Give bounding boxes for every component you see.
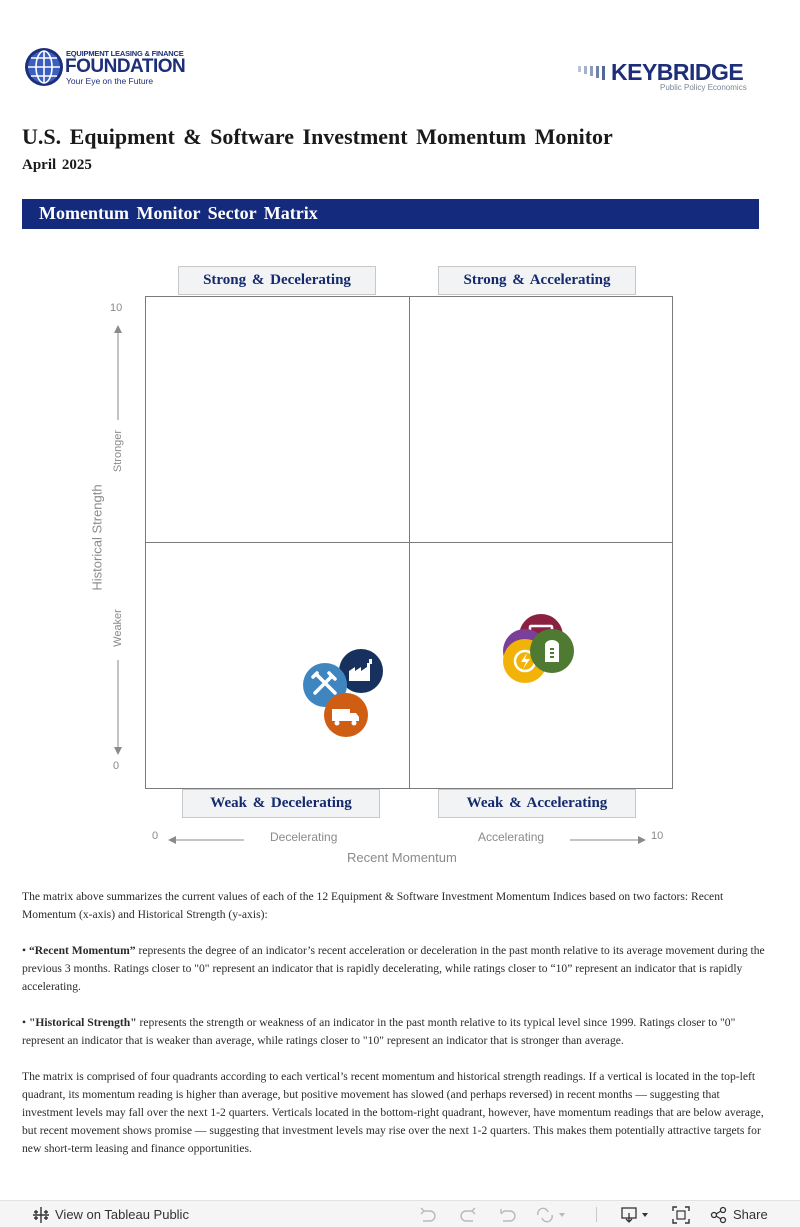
page-date: April 2025 <box>22 157 92 173</box>
share-button[interactable] <box>710 1201 768 1227</box>
quadrant-label-strong-decelerating: Strong & Decelerating <box>178 266 376 295</box>
x-axis-label-accelerating: Accelerating <box>478 830 545 844</box>
quadrant-label-weak-accelerating: Weak & Accelerating <box>438 789 636 818</box>
intro-paragraph: The matrix above summarizes the current values of each of the 12 Equipment & Software Investment Momentum Indices based on two factors: Recent Momentum (x-axis) and Historical Strength (y-axis): <box>22 890 724 921</box>
x-axis-tick-right: 10 <box>651 830 664 842</box>
share-icon <box>710 1206 728 1224</box>
page-title: U.S. Equipment & Software Investment Momentum Monitor <box>22 124 613 149</box>
fullscreen-button[interactable] <box>672 1201 690 1227</box>
x-axis-tick-left: 0 <box>152 830 159 842</box>
refresh-icon <box>535 1207 565 1223</box>
x-axis-arrows <box>168 834 648 846</box>
recent-momentum-text: represents the degree of an indicator’s recent acceleration or deceleration in the past month relative to its average movement during the previous 3 months. Ratings closer to "0" represent an indicator that is rapidly decelerating, while ratings closer to “10” represent an indicator that is rapidly accelerating. <box>22 944 765 993</box>
fullscreen-icon <box>672 1206 690 1224</box>
silo-icon <box>530 629 574 673</box>
undo-button[interactable] <box>418 1201 438 1227</box>
y-axis-tick-bottom: 0 <box>113 760 120 772</box>
recent-momentum-term: “Recent Momentum” <box>28 944 136 957</box>
revert-icon <box>498 1207 518 1223</box>
keybridge-subtitle: Public Policy Economics <box>660 83 747 92</box>
y-axis-arrows <box>112 325 124 755</box>
keybridge-logo <box>578 58 758 96</box>
logo-small-text: EQUIPMENT LEASING & FINANCE <box>66 49 184 58</box>
y-axis-label-weaker: Weaker <box>112 609 124 647</box>
keybridge-bars-icon <box>578 62 610 80</box>
refresh-button[interactable] <box>535 1201 565 1227</box>
historical-strength-paragraph: • "Historical Strength" represents the strength or weakness of an indicator in the past month relative to its typical level since 1999. Ratings closer to "0" represent an indicator that is weaker than average, while ratings closer to "10" represent an indicator that is stronger than average. <box>22 1016 736 1047</box>
historical-strength-term: "Historical Strength" <box>28 1016 137 1029</box>
globe-icon <box>24 47 64 87</box>
x-axis-label-decelerating: Decelerating <box>270 830 338 844</box>
recent-momentum-paragraph: • “Recent Momentum” represents the degree of an indicator’s recent acceleration or deceleration in the past month relative to its average movement during the previous 3 months. Ratings closer to "0" represent an indicator that is rapidly decelerating, while ratings closer to “10” represent an indicator that is rapidly accelerating. <box>22 944 765 993</box>
y-axis-label-stronger: Stronger <box>112 429 124 473</box>
view-on-tableau-label: View on Tableau Public <box>55 1207 189 1222</box>
tableau-logo-icon <box>32 1206 50 1224</box>
sector-bubble-truck[interactable] <box>324 693 368 737</box>
logo-foundation-text: FOUNDATION <box>65 56 186 77</box>
truck-icon <box>324 693 368 737</box>
view-on-tableau-button[interactable] <box>32 1201 189 1227</box>
download-button[interactable] <box>620 1201 652 1227</box>
matrix-horizontal-divider <box>145 542 673 543</box>
historical-strength-text: represents the strength or weakness of an indicator in the past month relative to its typical level since 1999. Ratings closer to "0" represent an indicator that is weaker than average, while ratings closer to "10" represent an indicator that is stronger than average. <box>22 1016 736 1047</box>
download-icon <box>620 1206 652 1224</box>
revert-button[interactable] <box>498 1201 518 1227</box>
sector-bubble-silo[interactable] <box>530 629 574 673</box>
quadrant-label-strong-accelerating: Strong & Accelerating <box>438 266 636 295</box>
x-axis-title: Recent Momentum <box>347 850 457 865</box>
tableau-toolbar <box>0 1200 800 1227</box>
logo-tagline: Your Eye on the Future <box>66 76 154 86</box>
redo-button[interactable] <box>458 1201 478 1227</box>
section-header <box>22 199 759 229</box>
share-label: Share <box>733 1207 768 1222</box>
undo-icon <box>418 1207 438 1223</box>
y-axis-title: Historical Strength <box>89 484 105 591</box>
y-axis-tick-top: 10 <box>110 302 123 314</box>
toolbar-divider <box>596 1207 597 1222</box>
keybridge-name: KEYBRIDGE <box>611 59 744 85</box>
quadrant-explanation-paragraph: The matrix is comprised of four quadrants according to each vertical’s recent momentum and historical strength readings. If a vertical is located in the top-left quadrant, its momentum reading is higher than average, but positive movement has slowed (and perhaps reversed) in recent months — suggesting that investment levels may fall over the next 1-2 quarters. Verticals located in the bottom-right quadrant, however, have momentum readings that are below average, but recent movement shows promise — suggesting that investment levels may rise over the next 1-2 quarters. This makes them potentially attractive targets for new short-term leasing and finance opportunities. <box>22 1070 764 1155</box>
redo-icon <box>458 1207 478 1223</box>
section-title: Momentum Monitor Sector Matrix <box>39 203 318 223</box>
quadrant-label-weak-decelerating: Weak & Decelerating <box>182 789 380 818</box>
elf-foundation-logo <box>24 47 204 89</box>
